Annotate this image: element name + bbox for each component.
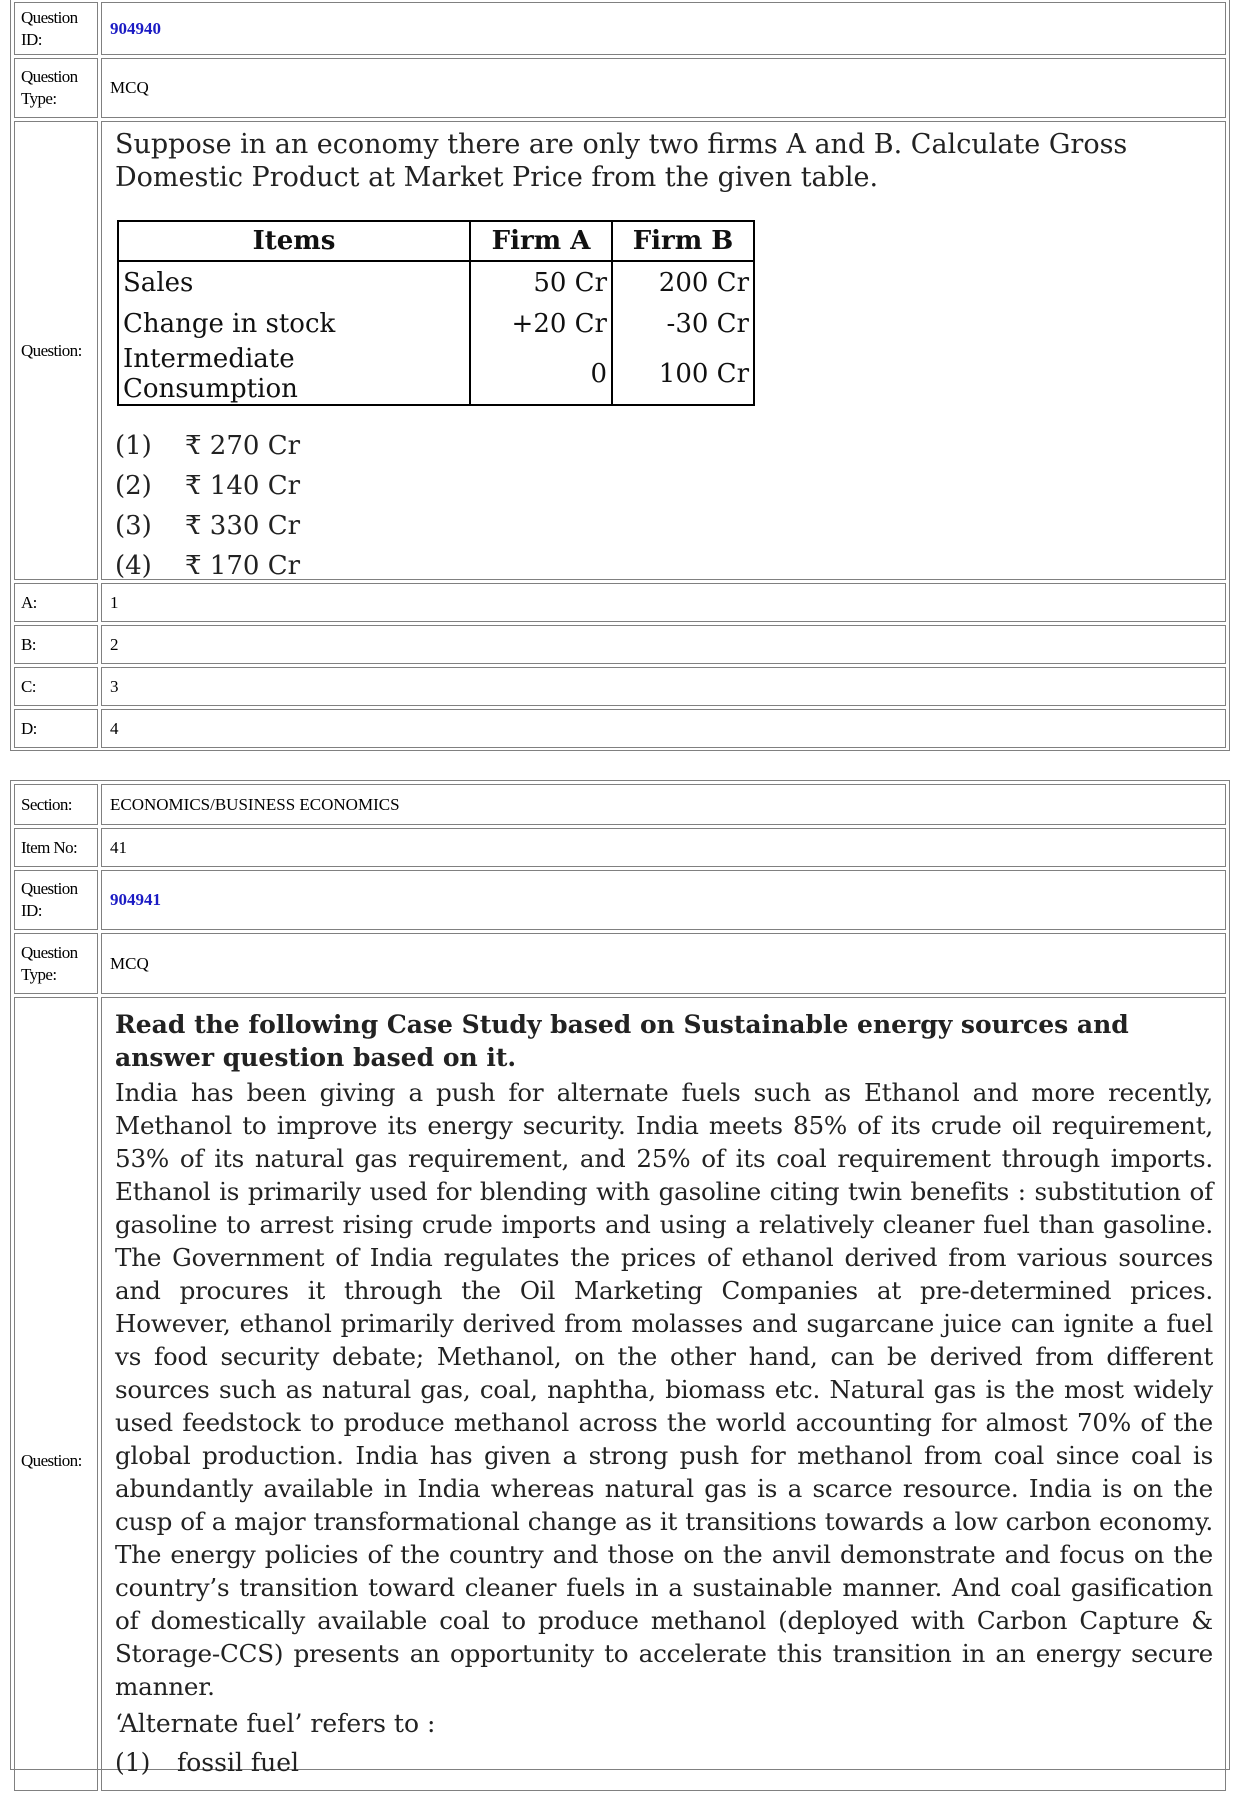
row-question <box>11 118 1229 583</box>
label-section: Section: <box>14 784 98 825</box>
table-cell: +20 Cr <box>470 303 612 344</box>
option-number: (1) <box>115 431 152 461</box>
case-question: ‘Alternate fuel’ refers to : <box>115 1709 436 1738</box>
case-study-title: Read the following Case Study based on Sustainable energy sources and answer question based on it. <box>115 1010 1129 1072</box>
option-number: (3) <box>115 511 152 541</box>
row-answer-b <box>11 622 1229 667</box>
row-section <box>11 781 1229 828</box>
table-cell: Change in stock <box>118 303 470 344</box>
question-type-value: MCQ <box>101 933 1226 994</box>
table-header: Firm A <box>470 221 612 261</box>
label-c: C: <box>14 667 98 706</box>
table-cell: Sales <box>118 261 470 303</box>
label-question: Question: <box>14 121 98 580</box>
label-question-id: Question ID: <box>14 2 98 55</box>
question-block-2 <box>10 780 1230 1777</box>
question-text: Suppose in an economy there are only two firms A and B. Calculate Gross Domestic Product at Market Price from the given table. <box>115 129 1128 193</box>
label-item-no: Item No: <box>14 828 98 867</box>
question-id-cell <box>101 870 1226 930</box>
answer-a-value: 1 <box>101 583 1226 622</box>
row-question <box>11 994 1229 1794</box>
option-text: ₹ 270 Cr <box>185 431 301 461</box>
row-question-type <box>11 930 1229 997</box>
options-list <box>115 426 1213 586</box>
table-cell: 0 <box>470 344 612 405</box>
case-study-body: India has been giving a push for alternate fuels such as Ethanol and more recently, Methanol to improve its energy security. India meets 85% of its crude oil requirement, 53% of its natural gas requirement, and 25% of its coal requirement through imports. Ethanol is primarily used for blending with gasoline citing twin benefits : substitution of gasoline to arrest rising crude imports and using a relatively cleaner fuel than gasoline. The Government of India regulates the prices of ethanol derived from various sources and procures it through the Oil Marketing Companies at pre-determined prices. However, ethanol primarily derived from molasses and sugarcane juice can ignite a fuel vs food security debate; Methanol, on the other hand, can be derived from different sources such as natural gas, coal, naphtha, biomass etc. Natural gas is the most widely used feedstock to produce methanol across the world accounting for almost 70% of the global production. India has given a strong push for methanol from coal since coal is abundantly available in India whereas natural gas is a scarce resource. India is on the cusp of a major transformational change as it transitions towards a low carbon economy. The energy policies of the country and those on the anvil demonstrate and focus on the country’s transition toward cleaner fuels in a sustainable manner. And coal gasification of domestically available coal to produce methanol (deployed with Carbon Capture & Storage-CCS) presents an opportunity to accelerate this transition in an energy secure manner. <box>115 1078 1213 1701</box>
option-item <box>115 506 1213 546</box>
label-question-id: Question ID: <box>14 870 98 930</box>
item-no-value: 41 <box>101 828 1226 867</box>
table-header-row <box>118 221 754 261</box>
row-answer-d <box>11 706 1229 751</box>
label-d: D: <box>14 709 98 748</box>
table-cell: 50 Cr <box>470 261 612 303</box>
question-id-cell <box>101 2 1226 55</box>
row-answer-a <box>11 580 1229 625</box>
table-row <box>118 303 754 344</box>
data-table <box>117 220 755 406</box>
table-row <box>118 261 754 303</box>
label-question-type: Question Type: <box>14 58 98 118</box>
question-id-value: 904940 <box>110 18 161 38</box>
question-id-value: 904941 <box>110 890 161 909</box>
option-text: ₹ 170 Cr <box>185 551 301 581</box>
question-type-value: MCQ <box>101 58 1226 118</box>
option-text: fossil fuel <box>177 1748 300 1777</box>
option-item <box>115 1746 1213 1779</box>
row-question-type <box>11 55 1229 121</box>
question-content <box>101 121 1226 580</box>
table-header: Firm B <box>612 221 754 261</box>
option-item <box>115 466 1213 506</box>
option-number: (2) <box>115 471 152 501</box>
table-row <box>118 344 754 405</box>
answer-b-value: 2 <box>101 625 1226 664</box>
option-number: (1) <box>115 1748 151 1777</box>
label-a: A: <box>14 583 98 622</box>
table-cell: -30 Cr <box>612 303 754 344</box>
question-content <box>101 997 1226 1791</box>
section-value: ECONOMICS/BUSINESS ECONOMICS <box>101 784 1226 825</box>
row-question-id <box>11 867 1229 933</box>
label-b: B: <box>14 625 98 664</box>
table-cell: Intermediate Consumption <box>118 344 470 405</box>
table-header: Items <box>118 221 470 261</box>
answer-c-value: 3 <box>101 667 1226 706</box>
row-item-no <box>11 825 1229 870</box>
answer-d-value: 4 <box>101 709 1226 748</box>
table-cell: 200 Cr <box>612 261 754 303</box>
table-cell: 100 Cr <box>612 344 754 405</box>
option-text: ₹ 330 Cr <box>185 511 301 541</box>
option-text: ₹ 140 Cr <box>185 471 301 501</box>
row-answer-c <box>11 664 1229 709</box>
option-number: (4) <box>115 551 152 581</box>
label-question: Question: <box>14 997 98 1791</box>
row-question-id <box>11 0 1229 58</box>
question-block-1 <box>10 0 1230 751</box>
label-question-type: Question Type: <box>14 933 98 994</box>
option-item <box>115 426 1213 466</box>
